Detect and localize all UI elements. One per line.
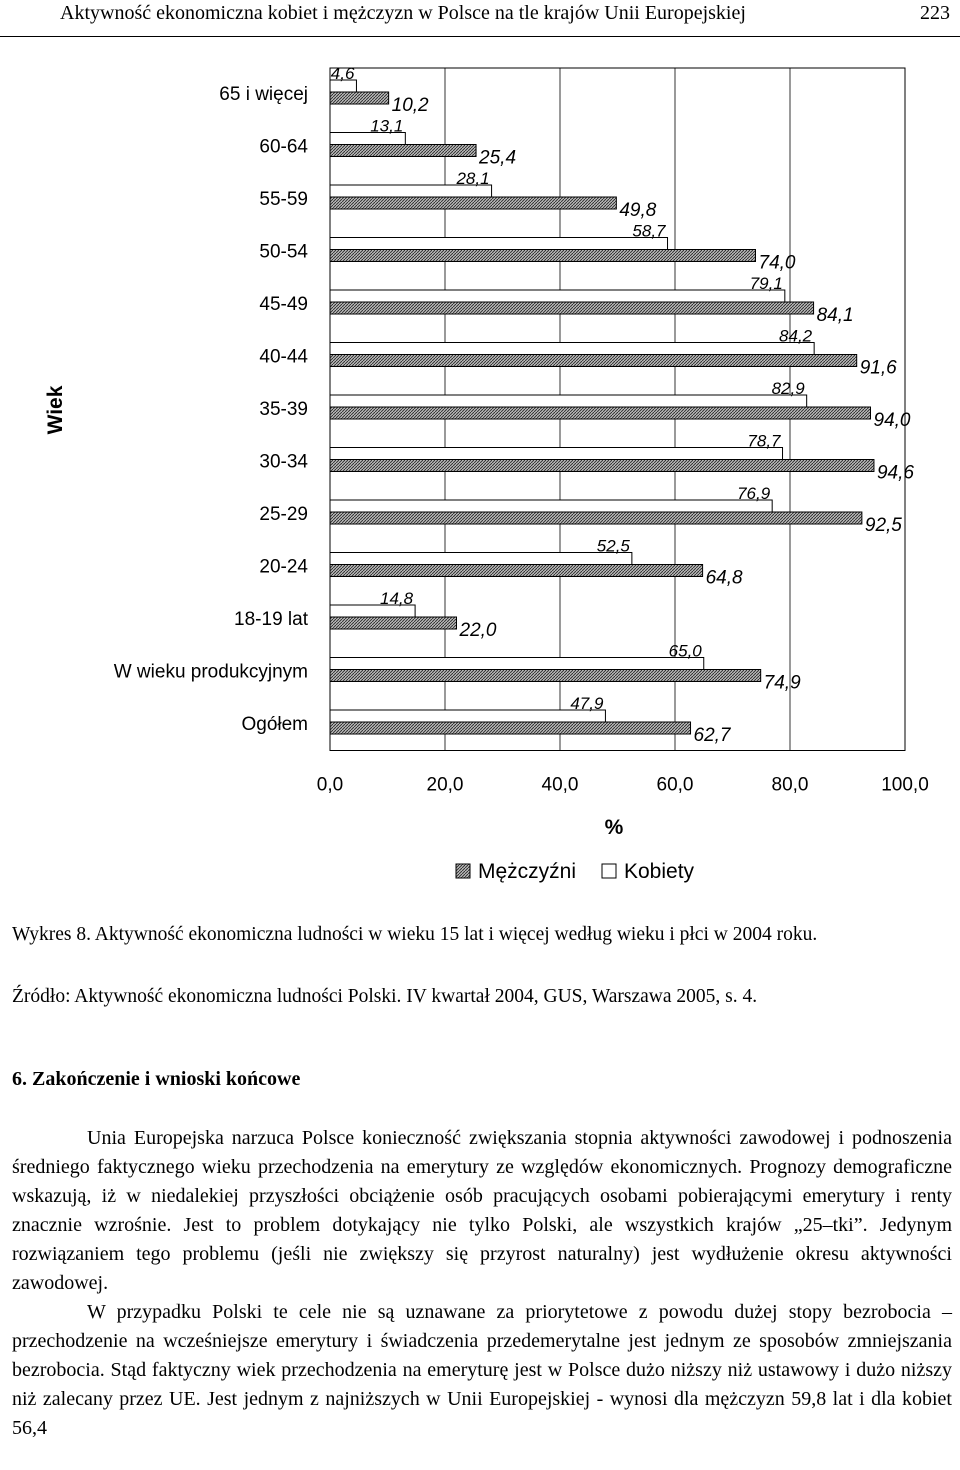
data-label-mezczyzni: 94,6 bbox=[876, 462, 914, 484]
data-label-mezczyzni: 94,0 bbox=[873, 410, 911, 431]
legend-label-kobiety: Kobiety bbox=[624, 860, 695, 883]
bar-kobiety bbox=[330, 343, 814, 355]
x-tick-label: 100,0 bbox=[881, 774, 929, 796]
bar-mezczyzni bbox=[330, 512, 862, 524]
bar-mezczyzni bbox=[330, 565, 703, 577]
data-label-kobiety: 84,2 bbox=[779, 326, 813, 346]
data-label-kobiety: 47,9 bbox=[570, 694, 604, 713]
figure-source: Źródło: Aktywność ekonomiczna ludności Polski. IV kwartał 2004, GUS, Warszawa 2005, s. 4. bbox=[12, 986, 758, 1007]
bar-kobiety bbox=[330, 395, 807, 407]
bar-mezczyzni bbox=[330, 250, 756, 262]
x-tick-label: 20,0 bbox=[426, 774, 464, 796]
bar-kobiety bbox=[330, 238, 668, 250]
category-label: 50-54 bbox=[259, 241, 308, 263]
bar-kobiety bbox=[330, 290, 785, 302]
bar-kobiety bbox=[330, 500, 772, 512]
data-label-kobiety: 78,7 bbox=[747, 431, 781, 451]
x-tick-label: 60,0 bbox=[656, 774, 694, 796]
legend-swatch-kobiety bbox=[602, 864, 616, 878]
data-label-kobiety: 52,5 bbox=[596, 536, 630, 556]
x-axis-title: % bbox=[604, 816, 624, 839]
data-label-mezczyzni: 10,2 bbox=[391, 95, 429, 116]
data-label-mezczyzni: 62,7 bbox=[693, 725, 731, 746]
category-label: Ogółem bbox=[241, 714, 308, 735]
data-label-kobiety: 13,1 bbox=[370, 116, 404, 136]
data-label-mezczyzni: 25,4 bbox=[479, 147, 517, 169]
bar-mezczyzni bbox=[330, 302, 814, 314]
data-label-mezczyzni: 22,0 bbox=[459, 620, 497, 641]
body-text bbox=[12, 1124, 952, 1443]
bar-chart bbox=[0, 40, 960, 900]
data-label-kobiety: 14,8 bbox=[380, 589, 414, 608]
category-label: 20-24 bbox=[259, 556, 308, 578]
data-label-mezczyzni: 91,6 bbox=[859, 357, 897, 379]
bar-mezczyzni bbox=[330, 460, 874, 472]
data-label-kobiety: 4,6 bbox=[330, 64, 355, 83]
data-label-mezczyzni: 49,8 bbox=[619, 200, 657, 221]
category-label: 45-49 bbox=[259, 294, 308, 315]
data-label-mezczyzni: 74,0 bbox=[758, 252, 796, 274]
x-tick-label: 80,0 bbox=[771, 774, 809, 796]
category-label: 35-39 bbox=[259, 399, 308, 420]
running-title: Aktywność ekonomiczna kobiet i mężczyzn w Polsce na tle krajów Unii Europejskiej bbox=[60, 2, 746, 24]
bar-kobiety bbox=[330, 553, 632, 565]
paragraph: W przypadku Polski te cele nie są uznawane za priorytetowe z powodu dużej stopy bezrobocia – przechodzenie na wcześniejsze emerytury i świadczenia przedemerytalne jest jednym ze sposobów zmniejszania bezrobocia. Stąd faktyczny wiek przechodzenia na emeryturę jest w Polsce dużo niższy niż ustawowy i dużo niższy niż zalecany przez UE. Jest jednym z najniższych w Unii Europejskiej - wynosi dla mężczyzn 59,8 lat i dla kobiet 56,4 bbox=[12, 1301, 952, 1439]
bar-kobiety bbox=[330, 658, 704, 670]
page-number: 223 bbox=[920, 2, 950, 24]
data-label-mezczyzni: 74,9 bbox=[763, 672, 801, 694]
figure-caption: Wykres 8. Aktywność ekonomiczna ludności w wieku 15 lat i więcej według wieku i płci w 2004 roku. bbox=[12, 924, 818, 945]
legend-label-mezczyzni: Mężczyźni bbox=[478, 860, 577, 883]
data-label-kobiety: 82,9 bbox=[771, 379, 805, 398]
legend-swatch-mezczyzni bbox=[456, 864, 470, 878]
bar-mezczyzni bbox=[330, 407, 871, 419]
category-label: 60-64 bbox=[259, 136, 308, 158]
category-label: 30-34 bbox=[259, 451, 308, 473]
data-label-mezczyzni: 84,1 bbox=[816, 305, 854, 326]
category-label: 40-44 bbox=[259, 346, 308, 368]
data-label-kobiety: 58,7 bbox=[632, 221, 666, 241]
section-heading: 6. Zakończenie i wnioski końcowe bbox=[12, 1068, 301, 1090]
data-label-kobiety: 76,9 bbox=[737, 484, 771, 503]
category-label: 55-59 bbox=[259, 189, 308, 210]
bar-mezczyzni bbox=[330, 670, 761, 682]
page-header bbox=[0, 0, 960, 37]
data-label-kobiety: 79,1 bbox=[749, 274, 783, 293]
bar-kobiety bbox=[330, 710, 605, 722]
bar-mezczyzni bbox=[330, 722, 691, 734]
category-label: 25-29 bbox=[259, 504, 308, 525]
bar-mezczyzni bbox=[330, 145, 476, 157]
data-label-kobiety: 65,0 bbox=[668, 641, 702, 661]
x-tick-label: 40,0 bbox=[541, 774, 579, 796]
x-tick-label: 0,0 bbox=[316, 774, 344, 796]
bar-mezczyzni bbox=[330, 617, 457, 629]
category-label: 18-19 lat bbox=[234, 609, 308, 630]
bar-mezczyzni bbox=[330, 355, 857, 367]
paragraph: Unia Europejska narzuca Polsce konieczność zwiększania stopnia aktywności zawodowej i podnoszenia średniego faktycznego wieku przechodzenia na emerytury ze względów ekonomicznych. Prognozy demograficzne wskazują, iż w niedalekiej przyszłości obciążenie osób pracujących osobami pobierającymi emerytury i renty znacznie wzrośnie. Jest to problem dotykający nie tylko Polski, ale wszystkich krajów „25–tki”. Jedynym rozwiązaniem tego problemu (jeśli nie zwiększy się przyrost naturalny) jest wydłużenie okresu aktywności zawodowej. bbox=[12, 1127, 952, 1294]
bar-mezczyzni bbox=[330, 197, 616, 209]
data-label-kobiety: 28,1 bbox=[456, 169, 490, 188]
data-label-mezczyzni: 64,8 bbox=[705, 567, 743, 589]
y-axis-title: Wiek bbox=[44, 385, 67, 435]
bar-mezczyzni bbox=[330, 92, 389, 104]
category-label: W wieku produkcyjnym bbox=[113, 661, 308, 683]
category-label: 65 i więcej bbox=[219, 84, 308, 105]
bar-kobiety bbox=[330, 448, 783, 460]
data-label-mezczyzni: 92,5 bbox=[864, 515, 902, 536]
